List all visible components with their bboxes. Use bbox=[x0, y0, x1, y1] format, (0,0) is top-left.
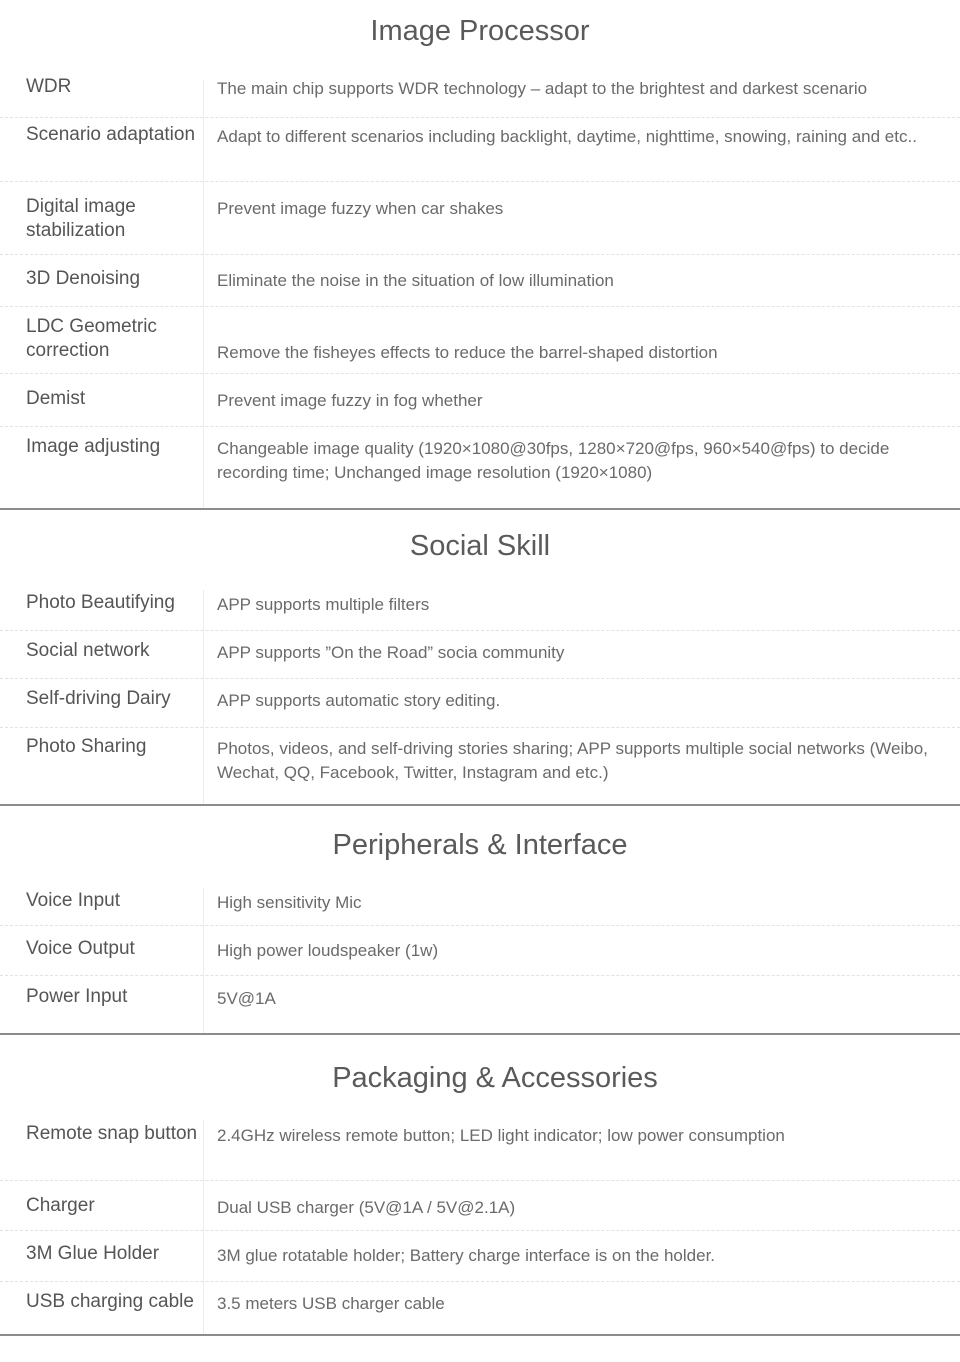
spec-label: Self-driving Dairy bbox=[26, 688, 171, 709]
section-title-social-skill: Social Skill bbox=[409, 530, 551, 562]
spec-label: Demist bbox=[26, 388, 86, 409]
spec-label: LDC Geometric correction bbox=[26, 316, 157, 361]
row-divider bbox=[0, 373, 960, 374]
spec-value: Prevent image fuzzy when car shakes bbox=[217, 199, 504, 218]
spec-value: Eliminate the noise in the situation of low illumination bbox=[217, 271, 614, 290]
spec-label: Social network bbox=[26, 640, 150, 661]
section-rule bbox=[0, 804, 960, 806]
spec-label: Scenario adaptation bbox=[26, 124, 196, 145]
row-divider bbox=[0, 117, 960, 118]
spec-label: 3D Denoising bbox=[26, 268, 141, 289]
spec-value: APP supports ”On the Road” socia community bbox=[217, 643, 565, 662]
spec-label: Photo Beautifying bbox=[26, 592, 175, 613]
row-divider bbox=[0, 925, 960, 926]
spec-label: WDR bbox=[26, 76, 72, 97]
spec-value: 2.4GHz wireless remote button; LED light indicator; low power consumption bbox=[217, 1126, 785, 1145]
spec-value: Changeable image quality (1920×1080@30fps, 1280×720@fps, 960×540@fps) to decide recording time; Unchanged image resolution (1920×1080) bbox=[217, 439, 890, 482]
spec-value: The main chip supports WDR technology – adapt to the brightest and darkest scenario bbox=[217, 79, 868, 98]
spec-value: APP supports automatic story editing. bbox=[217, 691, 501, 710]
row-divider bbox=[0, 1180, 960, 1181]
row-divider bbox=[0, 181, 960, 182]
spec-value: 3.5 meters USB charger cable bbox=[217, 1294, 445, 1313]
row-divider bbox=[0, 426, 960, 427]
section-rule bbox=[0, 508, 960, 510]
spec-value: High power loudspeaker (1w) bbox=[217, 941, 439, 960]
spec-label: Power Input bbox=[26, 986, 128, 1007]
row-divider bbox=[0, 678, 960, 679]
section-title-image-processor: Image Processor bbox=[370, 15, 590, 47]
spec-label: 3M Glue Holder bbox=[26, 1243, 160, 1264]
spec-label: Charger bbox=[26, 1195, 95, 1216]
column-divider bbox=[203, 590, 204, 804]
section-title-peripherals-interface: Peripherals & Interface bbox=[332, 829, 628, 861]
spec-label: Remote snap button bbox=[26, 1123, 198, 1144]
spec-label: Photo Sharing bbox=[26, 736, 147, 757]
spec-value: High sensitivity Mic bbox=[217, 893, 362, 912]
spec-label: Image adjusting bbox=[26, 436, 161, 457]
row-divider bbox=[0, 975, 960, 976]
spec-label: USB charging cable bbox=[26, 1291, 194, 1312]
column-divider bbox=[203, 1120, 204, 1334]
row-divider bbox=[0, 727, 960, 728]
column-divider bbox=[203, 888, 204, 1033]
spec-value: Remove the fisheyes effects to reduce the barrel-shaped distortion bbox=[217, 343, 718, 362]
spec-value: Photos, videos, and self-driving stories sharing; APP supports multiple social networks (Weibo, Wechat, QQ, Facebook, Twitter, Instagram and etc.) bbox=[217, 739, 928, 782]
row-divider bbox=[0, 1281, 960, 1282]
spec-value: 3M glue rotatable holder; Battery charge interface is on the holder. bbox=[217, 1246, 716, 1265]
spec-value: Adapt to different scenarios including backlight, daytime, nighttime, snowing, raining and etc.. bbox=[217, 127, 917, 146]
spec-label: Digital image stabilization bbox=[26, 196, 136, 241]
row-divider bbox=[0, 254, 960, 255]
spec-label: Voice Input bbox=[26, 890, 121, 911]
row-divider bbox=[0, 630, 960, 631]
section-rule bbox=[0, 1334, 960, 1336]
row-divider bbox=[0, 306, 960, 307]
section-title-packaging-accessories: Packaging & Accessories bbox=[332, 1062, 658, 1094]
spec-value: Dual USB charger (5V@1A / 5V@2.1A) bbox=[217, 1198, 516, 1217]
spec-value: APP supports multiple filters bbox=[217, 595, 430, 614]
column-divider bbox=[203, 80, 204, 508]
section-rule bbox=[0, 1033, 960, 1035]
spec-label: Voice Output bbox=[26, 938, 135, 959]
spec-value: 5V@1A bbox=[217, 989, 276, 1008]
spec-value: Prevent image fuzzy in fog whether bbox=[217, 391, 483, 410]
row-divider bbox=[0, 1230, 960, 1231]
